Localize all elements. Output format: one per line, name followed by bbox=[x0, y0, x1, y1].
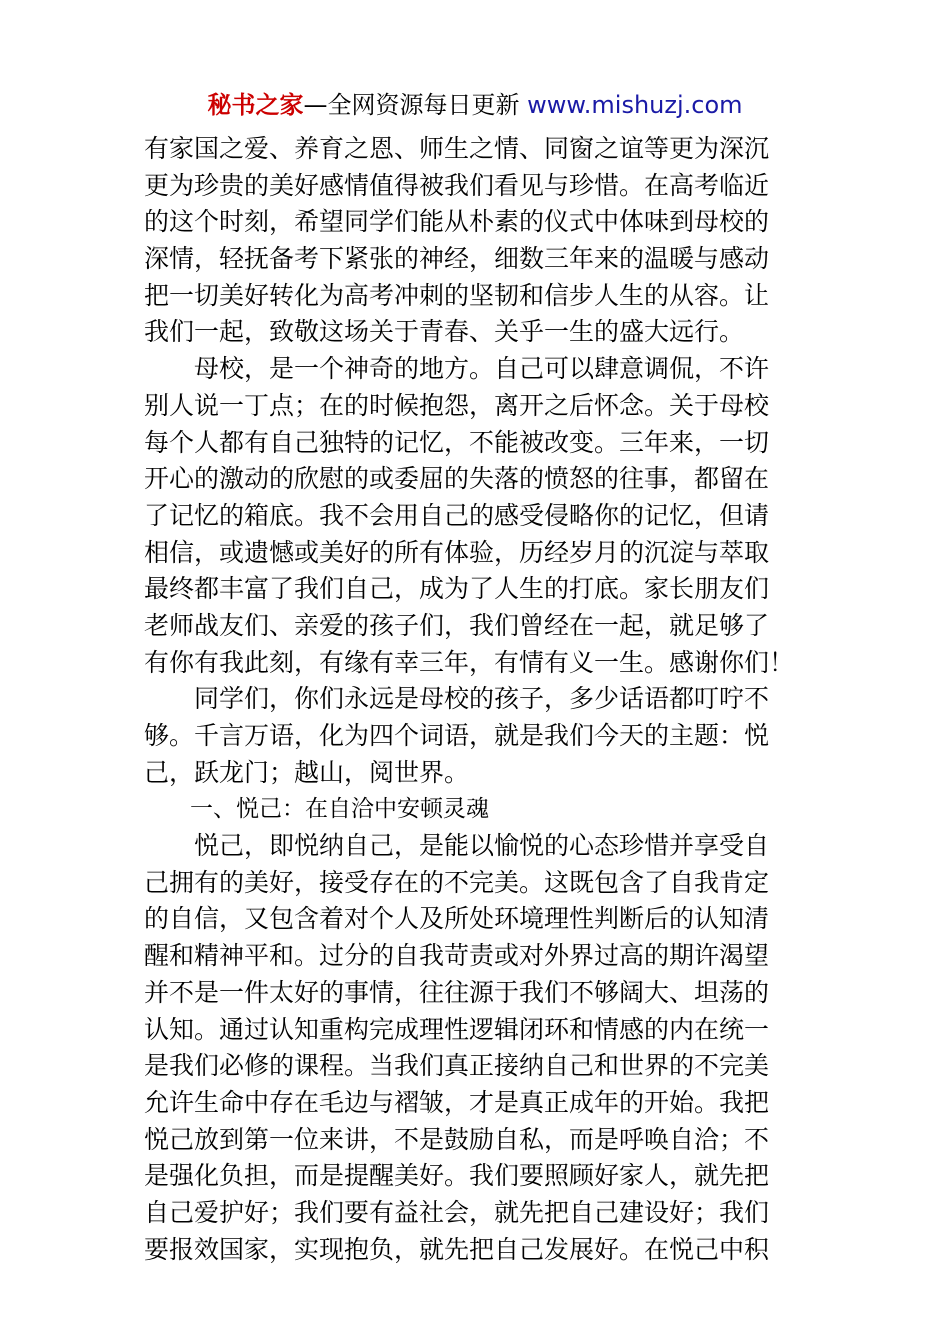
text-line: 有家国之爱、养育之恩、师生之情、同窗之谊等更为深沉 bbox=[144, 134, 770, 163]
text-line: 母校，是一个神奇的地方。自己可以肆意调侃，不许 bbox=[144, 354, 770, 384]
text-line: 悦己，即悦纳自己，是能以愉悦的心态珍惜并享受自 bbox=[144, 831, 770, 861]
text-line: 的自信，又包含着对个人及所处环境理性判断后的认知清 bbox=[144, 904, 770, 934]
text-line: 够。千言万语，化为四个词语，就是我们今天的主题：悦 bbox=[144, 721, 770, 750]
text-line: 同学们，你们永远是母校的孩子，多少话语都叮咛不 bbox=[144, 684, 770, 714]
text-line: 己，跃龙门；越山，阅世界。 bbox=[144, 757, 470, 787]
text-line: 自己爱护好；我们要有益社会，就先把自己建设好；我们 bbox=[144, 1197, 770, 1227]
brand-name: 秘书之家 bbox=[207, 91, 304, 119]
site-header bbox=[0, 90, 950, 120]
text-line: 每个人都有自己独特的记忆，不能被改变。三年来，一切 bbox=[144, 427, 770, 457]
text-line: 开心的激动的欣慰的或委屈的失落的愤怒的往事，都留在 bbox=[144, 464, 770, 494]
text-line: 了记忆的箱底。我不会用自己的感受侵略你的记忆，但请 bbox=[144, 500, 770, 530]
text-line: 有你有我此刻，有缘有幸三年，有情有义一生。感谢你们！ bbox=[144, 647, 795, 677]
text-line: 我们一起，致敬这场关于青春、关乎一生的盛大远行。 bbox=[144, 317, 745, 347]
text-line: 相信，或遗憾或美好的所有体验，历经岁月的沉淀与萃取 bbox=[144, 537, 770, 567]
text-line: 并不是一件太好的事情，往往源于我们不够阔大、坦荡的 bbox=[144, 977, 770, 1007]
text-line: 悦己放到第一位来讲，不是鼓励自私，而是呼唤自洽；不 bbox=[144, 1124, 770, 1154]
text-line: 把一切美好转化为高考冲刺的坚韧和信步人生的从容。让 bbox=[144, 280, 770, 310]
text-line: 深情，轻抚备考下紧张的神经，细数三年来的温暖与感动 bbox=[144, 244, 770, 274]
text-line: 醒和精神平和。过分的自我苛责或对外界过高的期许渴望 bbox=[144, 941, 770, 971]
text-line: 别人说一丁点；在的时候抱怨，离开之后怀念。关于母校 bbox=[144, 390, 770, 420]
text-line: 老师战友们、亲爱的孩子们，我们曾经在一起，就足够了 bbox=[144, 610, 770, 640]
text-line: 允许生命中存在毛边与褶皱，才是真正成年的开始。我把 bbox=[144, 1087, 770, 1117]
text-line: 更为珍贵的美好感情值得被我们看见与珍惜。在高考临近 bbox=[144, 170, 770, 200]
text-line: 是我们必修的课程。当我们真正接纳自己和世界的不完美 bbox=[144, 1051, 770, 1081]
section-heading: 一、悦己：在自洽中安顿灵魂 bbox=[144, 796, 489, 823]
site-url-link[interactable]: www.mishuzj.com bbox=[527, 91, 743, 119]
text-line: 要报效国家，实现抱负，就先把自己发展好。在悦己中积 bbox=[144, 1234, 770, 1264]
document-body bbox=[144, 131, 810, 1268]
text-line: 最终都丰富了我们自己，成为了人生的打底。家长朋友们 bbox=[144, 574, 770, 604]
text-line: 是强化负担，而是提醒美好。我们要照顾好家人，就先把 bbox=[144, 1161, 770, 1191]
text-line: 己拥有的美好，接受存在的不完美。这既包含了自我肯定 bbox=[144, 867, 770, 897]
text-line: 认知。通过认知重构完成理性逻辑闭环和情感的内在统一 bbox=[144, 1014, 770, 1044]
text-line: 的这个时刻，希望同学们能从朴素的仪式中体味到母校的 bbox=[144, 207, 770, 237]
header-tagline: —全网资源每日更新 bbox=[303, 91, 520, 119]
